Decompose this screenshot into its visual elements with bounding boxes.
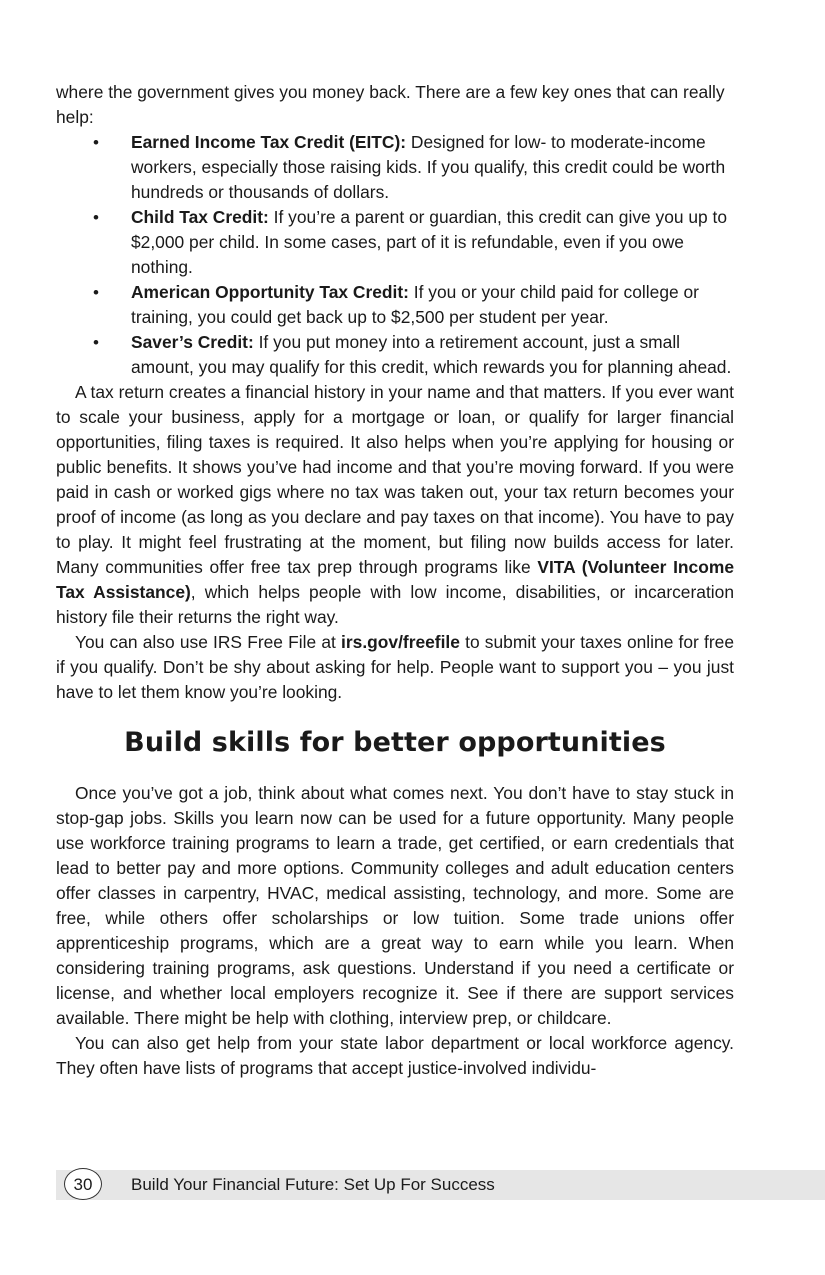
list-item-text: If you’re a parent or guardian, this credit can give you up to $2,000 per child. In some cases, part of it is refundable, even if you owe nothing. — [131, 207, 728, 277]
paragraph-text: to submit your taxes online for free if you qualify. Don’t be shy about asking for help. People want to support you – you just have to let them know you’re looking. — [56, 632, 734, 702]
bullet-marker: • — [93, 333, 99, 352]
list-item — [93, 330, 734, 380]
list-item-term: American Opportunity Tax Credit: — [131, 282, 409, 302]
intro-paragraph: where the government gives you money back. There are a few key ones that can really help: — [56, 82, 725, 127]
section-heading: Build skills for better opportunities — [124, 727, 666, 758]
tax-credit-list — [56, 130, 734, 380]
paragraph-text: , which helps people with low income, disabilities, or incarceration history file their returns the right way. — [56, 582, 734, 627]
labor-department-paragraph: You can also get help from your state labor department or local workforce agency. They often have lists of programs that accept justice-involved individu- — [56, 1033, 734, 1078]
list-item — [93, 205, 734, 280]
free-file-paragraph — [56, 630, 734, 705]
page-number: 30 — [64, 1168, 102, 1200]
footer-title: Build Your Financial Future: Set Up For Success — [131, 1175, 495, 1194]
paragraph-text: You can also use IRS Free File at — [75, 632, 342, 652]
free-file-url[interactable]: irs.gov/freefile — [341, 632, 460, 652]
bullet-marker: • — [93, 133, 99, 152]
list-item-text: If you or your child paid for college or training, you could get back up to $2,500 per student per year. — [131, 282, 699, 327]
bullet-marker: • — [93, 208, 99, 227]
bullet-marker: • — [93, 283, 99, 302]
list-item-text: Designed for low- to moderate-income workers, especially those raising kids. If you qualify, this credit could be worth hundreds or thousands of dollars. — [131, 132, 726, 202]
paragraph-text: A tax return creates a financial history in your name and that matters. If you ever want to scale your business, apply for a mortgage or loan, or qualify for larger financial opportunities, filing taxes is required. It also helps when you’re applying for housing or public benefits. It shows you’ve had income and that you’re moving forward. If you were paid in cash or worked gigs where no tax was taken out, your tax return becomes your proof of income (as long as you declare and pay taxes on that income). You have to pay to play. It might feel frustrating at the moment, but filing now builds access for later. Many communities offer free tax prep through programs like — [56, 382, 734, 577]
vita-program-name: VITA (Volunteer Income Tax Assistance) — [56, 557, 734, 602]
tax-history-paragraph — [56, 380, 734, 630]
list-item-term: Saver’s Credit: — [131, 332, 254, 352]
list-item — [93, 280, 734, 330]
page-body — [56, 80, 734, 1081]
skills-paragraph: Once you’ve got a job, think about what comes next. You don’t have to stay stuck in stop-gap jobs. Skills you learn now can be used for a future opportunity. Many people use workforce training programs to learn a trade, get certified, or earn credentials that lead to better pay and more options. Community colleges and adult education centers offer classes in carpentry, HVAC, medical assisting, technology, and more. Some are free, while others offer scholarships or low tuition. Some trade unions offer apprenticeship programs, which are a great way to earn while you learn. When considering training programs, ask questions. Understand if you need a certificate or license, and whether local employers recognize it. See if there are support services available. There might be help with clothing, interview prep, or childcare. — [56, 783, 734, 1028]
page-footer — [56, 1170, 825, 1200]
list-item-term: Child Tax Credit: — [131, 207, 269, 227]
list-item-text: If you put money into a retirement account, just a small amount, you may qualify for this credit, which rewards you for planning ahead. — [131, 332, 732, 377]
list-item — [93, 130, 734, 205]
list-item-term: Earned Income Tax Credit (EITC): — [131, 132, 407, 152]
